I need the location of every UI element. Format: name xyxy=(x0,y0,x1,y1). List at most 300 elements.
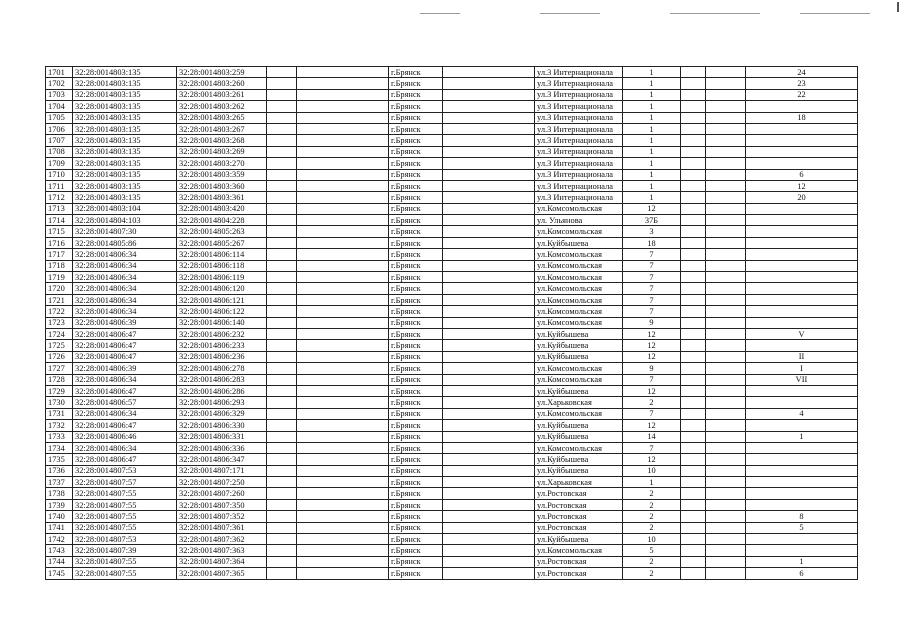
empty-cell xyxy=(267,317,297,328)
empty-cell xyxy=(267,385,297,396)
empty-cell xyxy=(297,215,389,226)
empty-cell xyxy=(267,477,297,488)
empty-cell xyxy=(706,511,746,522)
empty-cell xyxy=(267,511,297,522)
street-cell: ул.Харьковская xyxy=(535,477,623,488)
empty-cell xyxy=(706,272,746,283)
empty-cell xyxy=(681,112,706,123)
empty-cell xyxy=(267,112,297,123)
city-cell: г.Брянск xyxy=(389,374,443,385)
empty-cell xyxy=(706,568,746,579)
cadastral-quarter-number: 32:28:0014806:47 xyxy=(73,340,177,351)
apartment-cell: 5 xyxy=(746,522,858,533)
empty-cell xyxy=(706,408,746,419)
apartment-cell: II xyxy=(746,351,858,362)
record-number: 1736 xyxy=(46,465,73,476)
street-cell: ул.Комсомольская xyxy=(535,203,623,214)
apartment-cell: 24 xyxy=(746,67,858,78)
city-cell: г.Брянск xyxy=(389,488,443,499)
house-number-cell: 1 xyxy=(623,169,681,180)
empty-cell xyxy=(267,534,297,545)
empty-cell xyxy=(706,477,746,488)
cadastral-quarter-number: 32:28:0014803:135 xyxy=(73,180,177,191)
empty-cell xyxy=(681,408,706,419)
cadastral-object-number: 32:28:0014807:352 xyxy=(177,511,267,522)
cadastral-quarter-number: 32:28:0014807:55 xyxy=(73,511,177,522)
empty-cell xyxy=(267,78,297,89)
cadastral-quarter-number: 32:28:0014803:135 xyxy=(73,89,177,100)
street-cell: ул.Комсомольская xyxy=(535,283,623,294)
empty-cell xyxy=(443,158,535,169)
empty-cell xyxy=(706,420,746,431)
registry-table-body xyxy=(46,67,858,580)
record-number: 1706 xyxy=(46,123,73,134)
empty-cell xyxy=(297,306,389,317)
empty-cell xyxy=(267,249,297,260)
record-number: 1731 xyxy=(46,408,73,419)
house-number-cell: 1 xyxy=(623,477,681,488)
empty-cell xyxy=(681,499,706,510)
empty-cell xyxy=(681,534,706,545)
empty-cell xyxy=(443,340,535,351)
empty-cell xyxy=(681,385,706,396)
table-row xyxy=(46,78,858,89)
cadastral-object-number: 32:28:0014807:362 xyxy=(177,534,267,545)
street-cell: ул.Харьковская xyxy=(535,397,623,408)
cadastral-object-number: 32:28:0014806:232 xyxy=(177,328,267,339)
cadastral-object-number: 32:28:0014803:361 xyxy=(177,192,267,203)
house-number-cell: 2 xyxy=(623,488,681,499)
cadastral-object-number: 32:28:0014806:140 xyxy=(177,317,267,328)
house-number-cell: 2 xyxy=(623,522,681,533)
empty-cell xyxy=(706,89,746,100)
cadastral-object-number: 32:28:0014806:121 xyxy=(177,294,267,305)
street-cell: ул.Комсомольская xyxy=(535,249,623,260)
empty-cell xyxy=(267,340,297,351)
empty-cell xyxy=(297,465,389,476)
table-row xyxy=(46,306,858,317)
table-row xyxy=(46,499,858,510)
street-cell: ул.Ростовская xyxy=(535,511,623,522)
street-cell: ул.3 Интернационала xyxy=(535,123,623,134)
record-number: 1734 xyxy=(46,442,73,453)
apartment-cell: 1 xyxy=(746,556,858,567)
house-number-cell: 12 xyxy=(623,328,681,339)
empty-cell xyxy=(297,112,389,123)
cadastral-object-number: 32:28:0014806:120 xyxy=(177,283,267,294)
empty-cell xyxy=(681,522,706,533)
house-number-cell: 12 xyxy=(623,203,681,214)
table-row xyxy=(46,283,858,294)
table-row xyxy=(46,340,858,351)
cadastral-object-number: 32:28:0014807:350 xyxy=(177,499,267,510)
city-cell: г.Брянск xyxy=(389,465,443,476)
street-cell: ул.Куйбышева xyxy=(535,420,623,431)
cadastral-quarter-number: 32:28:0014806:34 xyxy=(73,442,177,453)
street-cell: ул.3 Интернационала xyxy=(535,112,623,123)
apartment-cell xyxy=(746,294,858,305)
cadastral-object-number: 32:28:0014806:283 xyxy=(177,374,267,385)
empty-cell xyxy=(267,431,297,442)
house-number-cell: 7 xyxy=(623,374,681,385)
cadastral-quarter-number: 32:28:0014806:47 xyxy=(73,328,177,339)
cadastral-object-number: 32:28:0014806:330 xyxy=(177,420,267,431)
empty-cell xyxy=(681,192,706,203)
empty-cell xyxy=(267,556,297,567)
table-row xyxy=(46,522,858,533)
apartment-cell xyxy=(746,385,858,396)
city-cell: г.Брянск xyxy=(389,499,443,510)
empty-cell xyxy=(443,488,535,499)
table-row xyxy=(46,442,858,453)
record-number: 1712 xyxy=(46,192,73,203)
empty-cell xyxy=(267,294,297,305)
city-cell: г.Брянск xyxy=(389,363,443,374)
city-cell: г.Брянск xyxy=(389,420,443,431)
empty-cell xyxy=(706,317,746,328)
empty-cell xyxy=(443,317,535,328)
cadastral-object-number: 32:28:0014803:267 xyxy=(177,123,267,134)
empty-cell xyxy=(681,237,706,248)
cadastral-quarter-number: 32:28:0014803:135 xyxy=(73,169,177,180)
empty-cell xyxy=(297,78,389,89)
record-number: 1744 xyxy=(46,556,73,567)
cadastral-object-number: 32:28:0014803:259 xyxy=(177,67,267,78)
empty-cell xyxy=(267,454,297,465)
empty-cell xyxy=(267,408,297,419)
table-row xyxy=(46,363,858,374)
table-row xyxy=(46,237,858,248)
cadastral-object-number: 32:28:0014803:262 xyxy=(177,101,267,112)
table-row xyxy=(46,215,858,226)
empty-cell xyxy=(681,203,706,214)
city-cell: г.Брянск xyxy=(389,522,443,533)
empty-cell xyxy=(267,499,297,510)
empty-cell xyxy=(681,363,706,374)
table-row xyxy=(46,568,858,579)
street-cell: ул.Куйбышева xyxy=(535,465,623,476)
cadastral-quarter-number: 32:28:0014807:55 xyxy=(73,488,177,499)
apartment-cell xyxy=(746,226,858,237)
empty-cell xyxy=(681,431,706,442)
city-cell: г.Брянск xyxy=(389,67,443,78)
empty-cell xyxy=(706,328,746,339)
house-number-cell: 7 xyxy=(623,408,681,419)
table-row xyxy=(46,511,858,522)
table-row xyxy=(46,420,858,431)
street-cell: ул.3 Интернационала xyxy=(535,169,623,180)
cadastral-quarter-number: 32:28:0014806:34 xyxy=(73,408,177,419)
house-number-cell: 2 xyxy=(623,397,681,408)
street-cell: ул.Комсомольская xyxy=(535,294,623,305)
empty-cell xyxy=(681,249,706,260)
house-number-cell: 37Б xyxy=(623,215,681,226)
table-row xyxy=(46,454,858,465)
empty-cell xyxy=(297,294,389,305)
empty-cell xyxy=(443,294,535,305)
record-number: 1741 xyxy=(46,522,73,533)
table-row xyxy=(46,260,858,271)
house-number-cell: 7 xyxy=(623,283,681,294)
apartment-cell xyxy=(746,272,858,283)
empty-cell xyxy=(706,123,746,134)
empty-cell xyxy=(443,374,535,385)
empty-cell xyxy=(297,568,389,579)
apartment-cell: 6 xyxy=(746,169,858,180)
house-number-cell: 12 xyxy=(623,340,681,351)
street-cell: ул.Куйбышева xyxy=(535,237,623,248)
city-cell: г.Брянск xyxy=(389,317,443,328)
empty-cell xyxy=(297,283,389,294)
street-cell: ул.Куйбышева xyxy=(535,454,623,465)
empty-cell xyxy=(681,511,706,522)
empty-cell xyxy=(297,192,389,203)
empty-cell xyxy=(267,465,297,476)
street-cell: ул.Ростовская xyxy=(535,556,623,567)
table-row xyxy=(46,203,858,214)
city-cell: г.Брянск xyxy=(389,180,443,191)
city-cell: г.Брянск xyxy=(389,101,443,112)
table-row xyxy=(46,226,858,237)
house-number-cell: 12 xyxy=(623,351,681,362)
street-cell: ул.Комсомольская xyxy=(535,272,623,283)
record-number: 1719 xyxy=(46,272,73,283)
empty-cell xyxy=(443,203,535,214)
empty-cell xyxy=(681,351,706,362)
house-number-cell: 1 xyxy=(623,158,681,169)
empty-cell xyxy=(681,477,706,488)
empty-cell xyxy=(706,306,746,317)
empty-cell xyxy=(443,249,535,260)
empty-cell xyxy=(267,101,297,112)
house-number-cell: 7 xyxy=(623,294,681,305)
table-row xyxy=(46,374,858,385)
cadastral-quarter-number: 32:28:0014803:104 xyxy=(73,203,177,214)
empty-cell xyxy=(297,477,389,488)
empty-cell xyxy=(681,215,706,226)
empty-cell xyxy=(297,556,389,567)
empty-cell xyxy=(267,442,297,453)
empty-cell xyxy=(681,397,706,408)
empty-cell xyxy=(706,294,746,305)
house-number-cell: 2 xyxy=(623,568,681,579)
empty-cell xyxy=(267,180,297,191)
apartment-cell: 4 xyxy=(746,408,858,419)
empty-cell xyxy=(706,385,746,396)
street-cell: ул.Комсомольская xyxy=(535,363,623,374)
street-cell: ул.3 Интернационала xyxy=(535,101,623,112)
table-row xyxy=(46,328,858,339)
table-row xyxy=(46,135,858,146)
empty-cell xyxy=(681,260,706,271)
apartment-cell xyxy=(746,306,858,317)
empty-cell xyxy=(297,499,389,510)
house-number-cell: 7 xyxy=(623,442,681,453)
empty-cell xyxy=(267,135,297,146)
empty-cell xyxy=(706,180,746,191)
city-cell: г.Брянск xyxy=(389,385,443,396)
table-row xyxy=(46,146,858,157)
cadastral-quarter-number: 32:28:0014803:135 xyxy=(73,67,177,78)
record-number: 1739 xyxy=(46,499,73,510)
house-number-cell: 9 xyxy=(623,317,681,328)
street-cell: ул. Ульянова xyxy=(535,215,623,226)
apartment-cell xyxy=(746,146,858,157)
empty-cell xyxy=(267,363,297,374)
empty-cell xyxy=(706,112,746,123)
street-cell: ул.Комсомольская xyxy=(535,408,623,419)
city-cell: г.Брянск xyxy=(389,534,443,545)
empty-cell xyxy=(297,511,389,522)
street-cell: ул.3 Интернационала xyxy=(535,89,623,100)
city-cell: г.Брянск xyxy=(389,215,443,226)
empty-cell xyxy=(443,351,535,362)
city-cell: г.Брянск xyxy=(389,556,443,567)
empty-cell xyxy=(267,420,297,431)
empty-cell xyxy=(706,226,746,237)
cadastral-quarter-number: 32:28:0014804:103 xyxy=(73,215,177,226)
empty-cell xyxy=(443,442,535,453)
cadastral-quarter-number: 32:28:0014803:135 xyxy=(73,146,177,157)
empty-cell xyxy=(681,374,706,385)
cadastral-quarter-number: 32:28:0014806:57 xyxy=(73,397,177,408)
empty-cell xyxy=(443,237,535,248)
cadastral-quarter-number: 32:28:0014803:135 xyxy=(73,101,177,112)
cadastral-quarter-number: 32:28:0014807:53 xyxy=(73,534,177,545)
record-number: 1735 xyxy=(46,454,73,465)
cadastral-quarter-number: 32:28:0014806:34 xyxy=(73,272,177,283)
city-cell: г.Брянск xyxy=(389,340,443,351)
apartment-cell xyxy=(746,123,858,134)
empty-cell xyxy=(297,442,389,453)
house-number-cell: 14 xyxy=(623,431,681,442)
record-number: 1722 xyxy=(46,306,73,317)
record-number: 1707 xyxy=(46,135,73,146)
record-number: 1704 xyxy=(46,101,73,112)
cadastral-quarter-number: 32:28:0014806:34 xyxy=(73,294,177,305)
house-number-cell: 7 xyxy=(623,272,681,283)
record-number: 1716 xyxy=(46,237,73,248)
city-cell: г.Брянск xyxy=(389,123,443,134)
house-number-cell: 7 xyxy=(623,306,681,317)
empty-cell xyxy=(681,454,706,465)
record-number: 1743 xyxy=(46,545,73,556)
house-number-cell: 9 xyxy=(623,363,681,374)
empty-cell xyxy=(297,135,389,146)
cadastral-quarter-number: 32:28:0014803:135 xyxy=(73,135,177,146)
empty-cell xyxy=(681,135,706,146)
empty-cell xyxy=(297,237,389,248)
empty-cell xyxy=(297,363,389,374)
cadastral-object-number: 32:28:0014806:329 xyxy=(177,408,267,419)
apartment-cell xyxy=(746,420,858,431)
cadastral-object-number: 32:28:0014805:267 xyxy=(177,237,267,248)
city-cell: г.Брянск xyxy=(389,89,443,100)
street-cell: ул.Ростовская xyxy=(535,522,623,533)
street-cell: ул.Комсомольская xyxy=(535,545,623,556)
cadastral-quarter-number: 32:28:0014806:47 xyxy=(73,385,177,396)
empty-cell xyxy=(443,215,535,226)
apartment-cell: 23 xyxy=(746,78,858,89)
cadastral-quarter-number: 32:28:0014803:135 xyxy=(73,123,177,134)
record-number: 1713 xyxy=(46,203,73,214)
street-cell: ул.3 Интернационала xyxy=(535,180,623,191)
apartment-cell xyxy=(746,283,858,294)
empty-cell xyxy=(681,420,706,431)
table-row xyxy=(46,249,858,260)
empty-cell xyxy=(706,340,746,351)
empty-cell xyxy=(443,522,535,533)
house-number-cell: 1 xyxy=(623,89,681,100)
apartment-cell xyxy=(746,545,858,556)
city-cell: г.Брянск xyxy=(389,112,443,123)
apartment-cell xyxy=(746,397,858,408)
empty-cell xyxy=(706,158,746,169)
apartment-cell xyxy=(746,317,858,328)
empty-cell xyxy=(267,226,297,237)
house-number-cell: 7 xyxy=(623,249,681,260)
cadastral-quarter-number: 32:28:0014806:39 xyxy=(73,317,177,328)
empty-cell xyxy=(443,534,535,545)
empty-cell xyxy=(267,328,297,339)
city-cell: г.Брянск xyxy=(389,192,443,203)
city-cell: г.Брянск xyxy=(389,477,443,488)
city-cell: г.Брянск xyxy=(389,135,443,146)
city-cell: г.Брянск xyxy=(389,351,443,362)
record-number: 1720 xyxy=(46,283,73,294)
empty-cell xyxy=(297,340,389,351)
empty-cell xyxy=(443,89,535,100)
table-row xyxy=(46,192,858,203)
empty-cell xyxy=(267,306,297,317)
empty-cell xyxy=(443,397,535,408)
record-number: 1708 xyxy=(46,146,73,157)
table-row xyxy=(46,408,858,419)
empty-cell xyxy=(706,78,746,89)
street-cell: ул.Ростовская xyxy=(535,568,623,579)
empty-cell xyxy=(443,67,535,78)
apartment-cell xyxy=(746,454,858,465)
cadastral-object-number: 32:28:0014806:278 xyxy=(177,363,267,374)
cadastral-object-number: 32:28:0014803:269 xyxy=(177,146,267,157)
cadastral-object-number: 32:28:0014803:265 xyxy=(177,112,267,123)
cadastral-object-number: 32:28:0014806:347 xyxy=(177,454,267,465)
house-number-cell: 18 xyxy=(623,237,681,248)
cadastral-quarter-number: 32:28:0014807:30 xyxy=(73,226,177,237)
city-cell: г.Брянск xyxy=(389,272,443,283)
apartment-cell xyxy=(746,477,858,488)
registry-table xyxy=(45,66,858,580)
empty-cell xyxy=(267,374,297,385)
empty-cell xyxy=(706,237,746,248)
empty-cell xyxy=(297,89,389,100)
empty-cell xyxy=(443,545,535,556)
empty-cell xyxy=(267,351,297,362)
cadastral-object-number: 32:28:0014805:263 xyxy=(177,226,267,237)
house-number-cell: 10 xyxy=(623,465,681,476)
house-number-cell: 1 xyxy=(623,78,681,89)
apartment-cell xyxy=(746,534,858,545)
empty-cell xyxy=(297,123,389,134)
apartment-cell xyxy=(746,203,858,214)
record-number: 1737 xyxy=(46,477,73,488)
cadastral-quarter-number: 32:28:0014803:135 xyxy=(73,78,177,89)
cadastral-quarter-number: 32:28:0014807:39 xyxy=(73,545,177,556)
empty-cell xyxy=(681,89,706,100)
table-row xyxy=(46,477,858,488)
apartment-cell: V xyxy=(746,328,858,339)
street-cell: ул.Комсомольская xyxy=(535,442,623,453)
